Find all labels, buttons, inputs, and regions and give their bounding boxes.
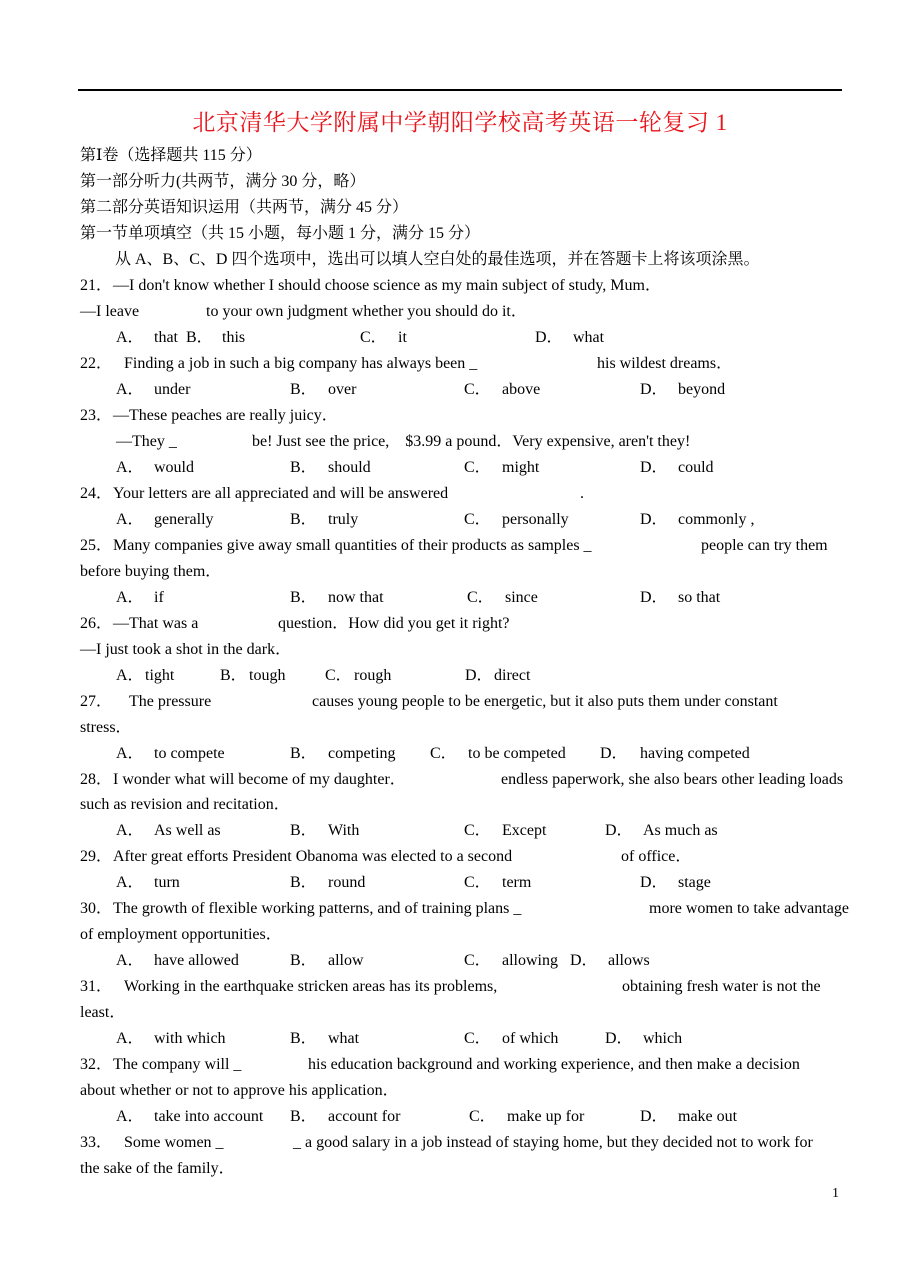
option-label: C． (360, 329, 387, 346)
options-row (0, 509, 920, 531)
option-label: B． (220, 667, 247, 684)
question-stem (0, 483, 920, 505)
question-number: 22． (80, 355, 113, 372)
stem-text: —That was a (113, 615, 199, 632)
heading (0, 197, 920, 219)
question-stem (0, 1158, 920, 1180)
option-label: A． (116, 952, 144, 969)
stem-text: of office． (621, 848, 692, 865)
options-row (0, 457, 920, 479)
option-text: since (505, 589, 538, 606)
question-stem (0, 613, 920, 635)
option-text: rough (354, 667, 392, 684)
options-row (0, 1106, 920, 1128)
option-text: allow (328, 952, 364, 969)
stem-text: Finding a job in such a big company has always been _ (124, 355, 478, 372)
option-text: make up for (507, 1108, 585, 1125)
option-text: As well as (154, 822, 221, 839)
option-text: have allowed (154, 952, 239, 969)
option-text: might (502, 459, 540, 476)
option-text: truly (328, 511, 359, 528)
question-number: 24． (80, 485, 113, 502)
option-label: B． (290, 381, 317, 398)
option-label: D． (640, 874, 668, 891)
option-text: tough (249, 667, 286, 684)
option-text: over (328, 381, 357, 398)
heading (0, 223, 920, 245)
stem-text: Working in the earthquake stricken areas has its problems, (124, 978, 498, 995)
stem-text: After great efforts President Obanoma was elected to a second (113, 848, 513, 865)
option-text: term (502, 874, 532, 891)
option-text: generally (154, 511, 214, 528)
stem-text: obtaining fresh water is not the (622, 978, 821, 995)
stem-text: more women to take advantage (649, 900, 849, 917)
stem-text: about whether or not to approve his application． (80, 1082, 399, 1099)
options-row (0, 872, 920, 894)
option-label: A． (116, 459, 144, 476)
question-stem (0, 769, 920, 791)
option-label: B． (186, 329, 213, 346)
option-label: C． (464, 381, 491, 398)
heading-text: 第一节单项填空（共 15 小题，每小题 1 分，满分 15 分） (80, 225, 481, 242)
stem-text: Some women _ (124, 1134, 224, 1151)
option-label: A． (116, 329, 144, 346)
option-label: C． (464, 1030, 491, 1047)
stem-text: The growth of flexible working patterns, and of training plans _ (113, 900, 522, 917)
options-row (0, 327, 920, 349)
option-label: C． (325, 667, 352, 684)
option-text: tight (145, 667, 175, 684)
option-text: what (328, 1030, 360, 1047)
option-text: personally (502, 511, 569, 528)
instructions-text: 从 A、B、C、D 四个选项中，选出可以填人空白处的最佳选项，并在答题卡上将该项涂黑。 (115, 251, 760, 268)
option-label: B． (290, 1108, 317, 1125)
option-text: that (154, 329, 178, 346)
question-stem (0, 1132, 920, 1154)
question-number: 33． (80, 1134, 113, 1151)
option-text: account for (328, 1108, 401, 1125)
options-row (0, 1028, 920, 1050)
option-label: D． (640, 459, 668, 476)
option-text: to compete (154, 745, 225, 762)
question-stem (0, 535, 920, 557)
option-text: could (678, 459, 714, 476)
question-number: 28． (80, 771, 113, 788)
option-label: B． (290, 745, 317, 762)
options-row (0, 820, 920, 842)
option-text: if (154, 589, 164, 606)
option-text: Except (502, 822, 547, 839)
option-label: A． (116, 381, 144, 398)
option-label: A． (116, 1108, 144, 1125)
stem-text: —I leave (80, 303, 140, 320)
stem-text: The pressure (129, 693, 212, 710)
option-label: A． (116, 745, 144, 762)
stem-text: his wildest dreams． (597, 355, 733, 372)
stem-text: question．How did you get it right? (278, 615, 510, 632)
question-stem (0, 924, 920, 946)
stem-text: —They _ (116, 433, 177, 450)
stem-text: people can try them (701, 537, 828, 554)
option-label: B． (290, 874, 317, 891)
stem-text: _ a good salary in a job instead of staying home, but they decided not to work for (293, 1134, 813, 1151)
question-stem (0, 353, 920, 375)
option-label: C． (464, 874, 491, 891)
options-row (0, 587, 920, 609)
option-label: D． (605, 822, 633, 839)
question-stem (0, 639, 920, 661)
option-text: allowing (502, 952, 558, 969)
question-stem (0, 846, 920, 868)
option-text: which (643, 1030, 683, 1047)
options-row (0, 950, 920, 972)
stem-text: causes young people to be energetic, but it also puts them under constant (312, 693, 778, 710)
question-number: 26． (80, 615, 113, 632)
question-stem (0, 561, 920, 583)
option-text: it (398, 329, 407, 346)
question-stem (0, 717, 920, 739)
option-text: with which (154, 1030, 226, 1047)
stem-text: . (580, 485, 584, 502)
option-label: B． (290, 459, 317, 476)
stem-text: —These peaches are really juicy． (113, 407, 338, 424)
option-text: above (502, 381, 541, 398)
option-text: stage (678, 874, 711, 891)
option-label: D． (640, 1108, 668, 1125)
question-number: 27． (80, 693, 113, 710)
option-text: now that (328, 589, 384, 606)
question-number: 25． (80, 537, 113, 554)
option-label: C． (430, 745, 457, 762)
option-label: C． (464, 511, 491, 528)
option-text: should (328, 459, 371, 476)
stem-text: such as revision and recitation． (80, 796, 290, 813)
option-text: having competed (640, 745, 750, 762)
option-label: C． (469, 1108, 496, 1125)
question-number: 29． (80, 848, 113, 865)
options-row (0, 743, 920, 765)
option-label: A． (116, 667, 144, 684)
page-number: 1 (832, 1186, 839, 1201)
stem-text: —I just took a shot in the dark． (80, 641, 292, 658)
option-text: competing (328, 745, 396, 762)
stem-text: to your own judgment whether you should do it． (206, 303, 527, 320)
instructions (0, 249, 920, 271)
option-label: C． (464, 459, 491, 476)
stem-text: —I don't know whether I should choose science as my main subject of study, Mum． (113, 277, 661, 294)
question-number: 30． (80, 900, 113, 917)
stem-text: of employment opportunities． (80, 926, 282, 943)
heading-text: 第Ⅰ卷（选择题共 115 分） (80, 147, 262, 164)
option-label: D． (640, 381, 668, 398)
stem-text: endless paperwork, she also bears other leading loads (501, 771, 844, 788)
option-text: With (328, 822, 360, 839)
option-text: allows (608, 952, 650, 969)
question-number: 21． (80, 277, 113, 294)
option-label: C． (464, 822, 491, 839)
heading (0, 145, 920, 167)
option-text: this (222, 329, 246, 346)
stem-text: before buying them． (80, 563, 222, 580)
option-label: B． (290, 822, 317, 839)
option-label: D． (640, 589, 668, 606)
option-text: turn (154, 874, 180, 891)
stem-text: stress． (80, 719, 132, 736)
question-number: 32． (80, 1056, 113, 1073)
option-label: D． (600, 745, 628, 762)
question-stem (0, 1054, 920, 1076)
option-label: A． (116, 874, 144, 891)
question-stem (0, 405, 920, 427)
option-label: D． (465, 667, 493, 684)
option-label: A． (116, 511, 144, 528)
option-label: D． (640, 511, 668, 528)
options-row (0, 665, 920, 687)
stem-text: Your letters are all appreciated and will be answered (113, 485, 449, 502)
question-stem (0, 1080, 920, 1102)
option-text: direct (494, 667, 531, 684)
question-stem (0, 301, 920, 323)
option-label: B． (290, 1030, 317, 1047)
option-text: beyond (678, 381, 726, 398)
option-label: B． (290, 511, 317, 528)
stem-text: be! Just see the price, $3.99 a pound．Very expensive, aren't they! (252, 433, 691, 450)
heading-text: 第一部分听力(共两节，满分 30 分，略） (80, 173, 366, 190)
option-label: A． (116, 1030, 144, 1047)
question-stem (0, 898, 920, 920)
option-text: of which (502, 1030, 559, 1047)
option-text: round (328, 874, 366, 891)
question-stem (0, 431, 920, 453)
option-text: would (154, 459, 194, 476)
option-label: D． (570, 952, 598, 969)
option-text: commonly , (678, 511, 755, 528)
stem-text: least． (80, 1004, 126, 1021)
stem-text: I wonder what will become of my daughter． (113, 771, 406, 788)
option-text: what (573, 329, 605, 346)
question-stem (0, 1002, 920, 1024)
stem-text: Many companies give away small quantities of their products as samples _ (113, 537, 592, 554)
option-text: to be competed (468, 745, 566, 762)
option-label: D． (605, 1030, 633, 1047)
option-label: A． (116, 589, 144, 606)
options-row (0, 379, 920, 401)
heading (0, 171, 920, 193)
option-label: B． (290, 589, 317, 606)
page-title: 北京清华大学附属中学朝阳学校高考英语一轮复习 1 (192, 110, 728, 135)
question-number: 31． (80, 978, 113, 995)
option-label: C． (467, 589, 494, 606)
option-text: take into account (154, 1108, 264, 1125)
question-stem (0, 275, 920, 297)
option-text: so that (678, 589, 721, 606)
option-label: C． (464, 952, 491, 969)
stem-text: the sake of the family． (80, 1160, 235, 1177)
question-stem (0, 976, 920, 998)
option-text: under (154, 381, 191, 398)
header-rule (78, 89, 842, 91)
option-text: make out (678, 1108, 738, 1125)
option-label: A． (116, 822, 144, 839)
question-number: 23． (80, 407, 113, 424)
option-label: B． (290, 952, 317, 969)
option-text: As much as (643, 822, 718, 839)
question-stem (0, 691, 920, 713)
stem-text: The company will _ (113, 1056, 242, 1073)
option-label: D． (535, 329, 563, 346)
heading-text: 第二部分英语知识运用（共两节，满分 45 分） (80, 199, 409, 216)
question-stem (0, 794, 920, 816)
stem-text: his education background and working experience, and then make a decision (308, 1056, 800, 1073)
